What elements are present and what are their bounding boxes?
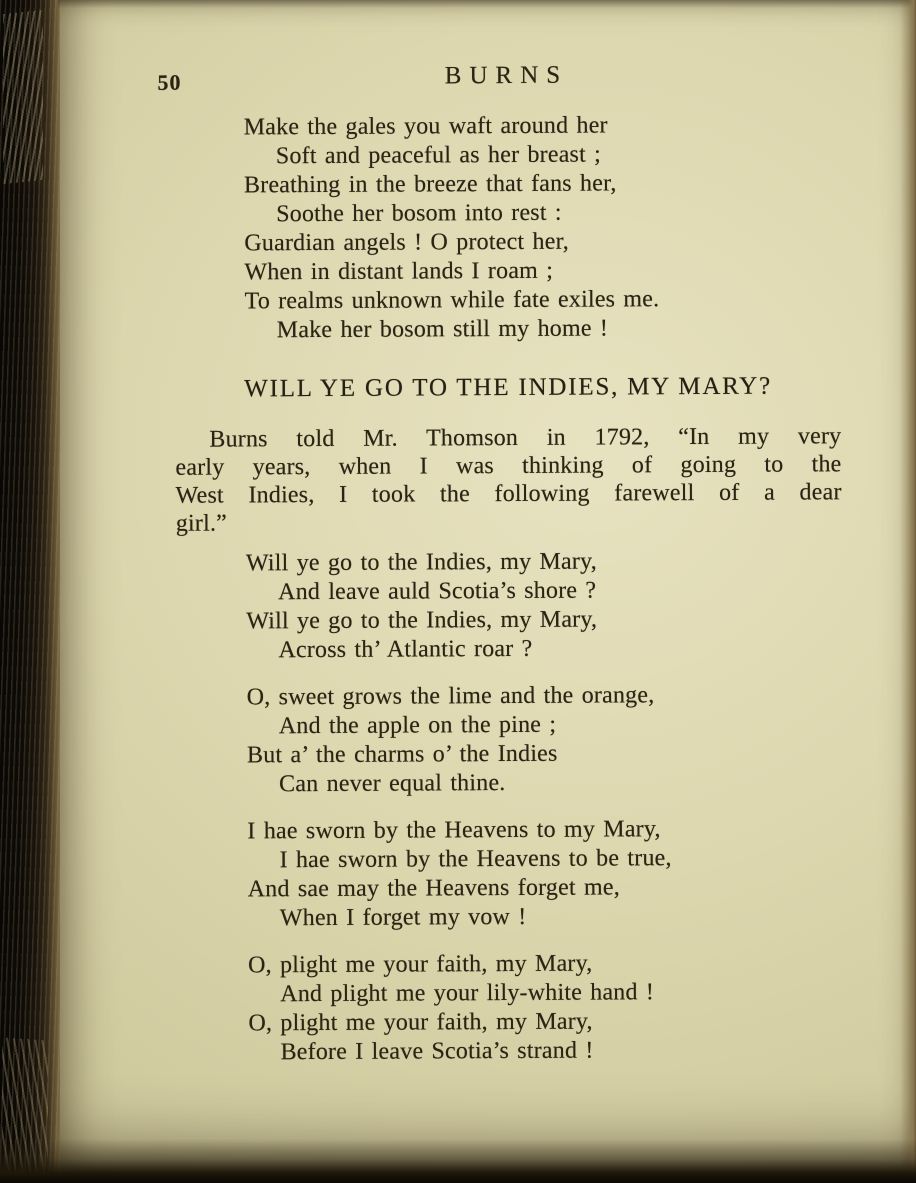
poem-line: I hae sworn by the Heavens to my Mary, — [247, 816, 661, 845]
poem-line: Can never equal thine. — [279, 770, 506, 798]
poem-line: Soothe her bosom into rest : — [276, 199, 562, 228]
intro-line: girl.” — [175, 510, 228, 537]
intro-line: Burns told Mr. Thomson in 1792, “In my very — [209, 423, 842, 453]
poem-line: Make the gales you waft around her — [243, 112, 608, 141]
running-header: BURNS — [444, 61, 569, 90]
poem-line: Make her bosom still my home ! — [276, 315, 609, 344]
poem-line: When in distant lands I roam ; — [244, 257, 554, 286]
poem-line: And sae may the Heavens forget me, — [247, 874, 621, 903]
poem-line: And the apple on the pine ; — [278, 711, 557, 740]
printed-content — [157, 60, 844, 1067]
page-number: 50 — [157, 69, 182, 95]
intro-line: early years, when I was thinking of going to the — [175, 451, 842, 481]
poem-line: I hae sworn by the Heavens to be true, — [279, 845, 672, 874]
poem-line: Before I leave Scotia’s strand ! — [280, 1037, 594, 1066]
poem-title: WILL YE GO TO THE INDIES, MY MARY? — [244, 372, 773, 403]
poem-line: When I forget my vow ! — [279, 903, 527, 932]
stanza-3 — [247, 814, 844, 933]
poem-line: To realms unknown while fate exiles me. — [244, 286, 660, 315]
poem-line: Will ye go to the Indies, my Mary, — [246, 606, 598, 635]
ending-stanza — [244, 110, 841, 345]
book-spine-page-stack — [0, 0, 60, 1183]
poem-line: Guardian angels ! O protect her, — [244, 228, 570, 257]
stanza-4 — [248, 948, 845, 1067]
stanza-1 — [246, 546, 843, 665]
poem-line: O, plight me your faith, my Mary, — [248, 1008, 593, 1037]
poem-line: Across th’ Atlantic roar ? — [278, 635, 533, 664]
poem-line: But a’ the charms o’ the Indies — [246, 740, 558, 769]
book-page — [58, 0, 916, 1183]
poem-line: And leave auld Scotia’s shore ? — [278, 577, 597, 606]
poem-introduction — [175, 422, 842, 537]
poem-line: Breathing in the breeze that fans her, — [243, 170, 617, 199]
page-header — [157, 60, 839, 97]
poem-line: Soft and peaceful as her breast ; — [275, 141, 602, 170]
intro-line: West Indies, I took the following farewell of a dear — [175, 479, 842, 509]
poem-line: Will ye go to the Indies, my Mary, — [245, 548, 597, 577]
stanza-2 — [247, 680, 844, 799]
poem-line: O, plight me your faith, my Mary, — [248, 950, 593, 979]
poem-line: O, sweet grows the lime and the orange, — [246, 682, 655, 711]
poem-line: And plight me your lily-white hand ! — [280, 979, 655, 1008]
